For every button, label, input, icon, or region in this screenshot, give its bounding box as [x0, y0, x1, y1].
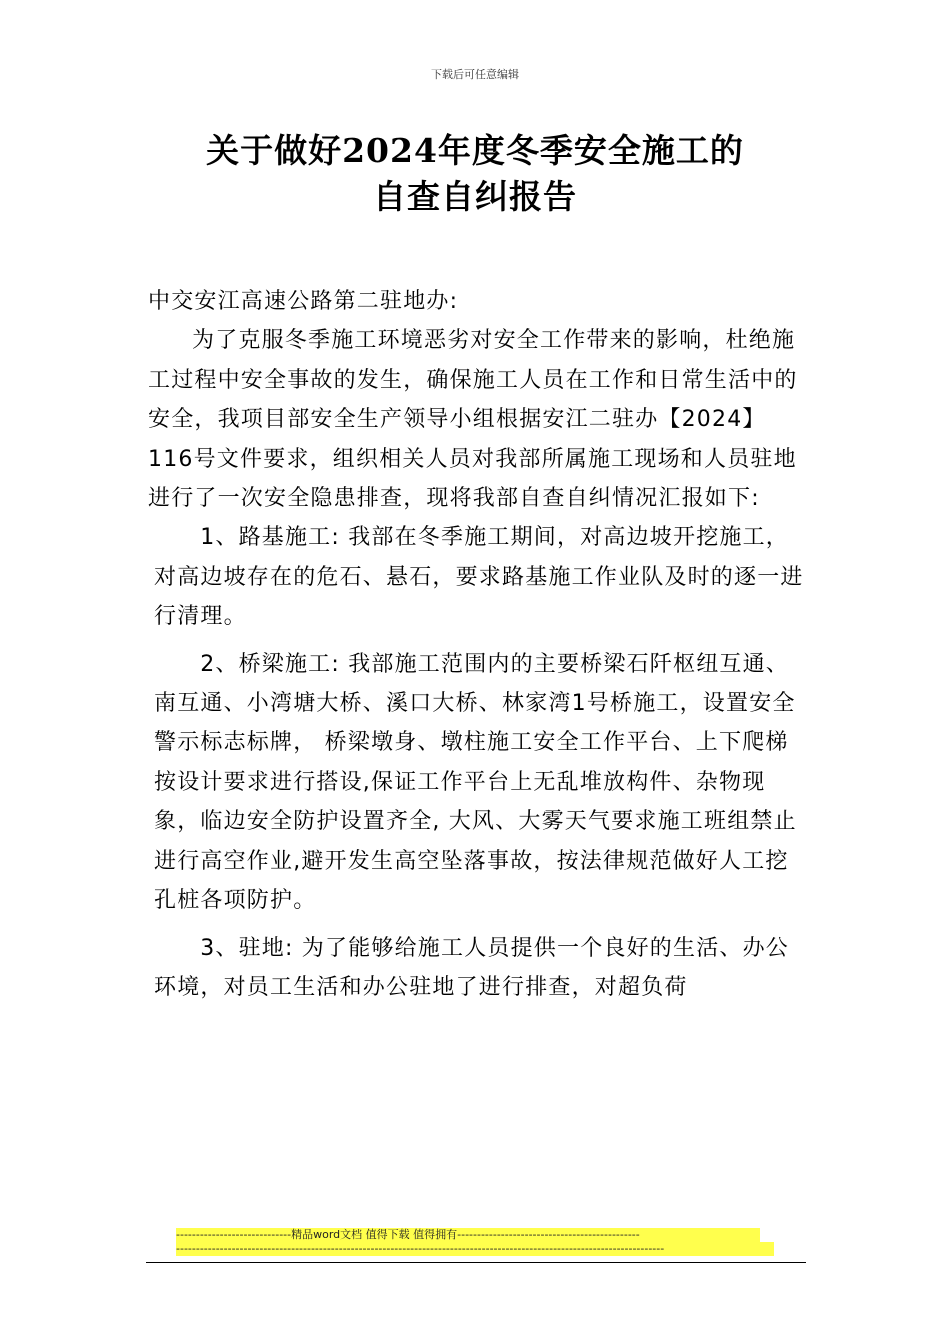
- document-title: [0, 128, 950, 220]
- intro-paragraph: 为了克服冬季施工环境恶劣对安全工作带来的影响，杜绝施工过程中安全事故的发生，确保施工人员在工作和日常生活中的安全，我项目部安全生产领导小组根据安江二驻办【2024】116号文件要求，组织相关人员对我部所属施工现场和人员驻地进行了一次安全隐患排查，现将我部自查自纠情况汇报如下:: [148, 328, 798, 512]
- document-body: [148, 282, 808, 1007]
- footer-divider: [146, 1262, 806, 1263]
- title-line-1: 关于做好2024年度冬季安全施工的: [206, 131, 744, 170]
- footer-banner: [176, 1228, 776, 1256]
- footer-line-1: -----------------------------精品word文档 值得下载 值得拥有----------------------------------------------: [176, 1228, 760, 1242]
- title-line-2: 自查自纠报告: [373, 177, 577, 216]
- header-note: 下载后可任意编辑: [431, 68, 519, 81]
- item-bridge: 2、桥梁施工: 我部施工范围内的主要桥梁石阡枢纽互通、南互通、小湾塘大桥、溪口大桥、林家湾1号桥施工，设置安全警示标志标牌， 桥梁墩身、墩柱施工安全工作平台、上下爬梯按设计要求进行搭设,保证工作平台上无乱堆放构件、杂物现象，临边安全防护设置齐全, 大风、大雾天气要求施工班组禁止进行高空作业,避开发生高空坠落事故，按法律规范做好人工挖孔桩各项防护。: [154, 651, 797, 914]
- item-station: 3、驻地: 为了能够给施工人员提供一个良好的生活、办公环境，对员工生活和办公驻地了进行排查，对超负荷: [154, 935, 789, 1000]
- item-roadbed: 1、路基施工: 我部在冬季施工期间，对高边坡开挖施工，对高边坡存在的危石、悬石，要求路基施工作业队及时的逐一进行清理。: [154, 525, 804, 630]
- salutation: 中交安江高速公路第二驻地办:: [148, 289, 459, 314]
- footer-line-2: ---------------------------------------------------------------------------------------------------------------------------: [176, 1242, 774, 1256]
